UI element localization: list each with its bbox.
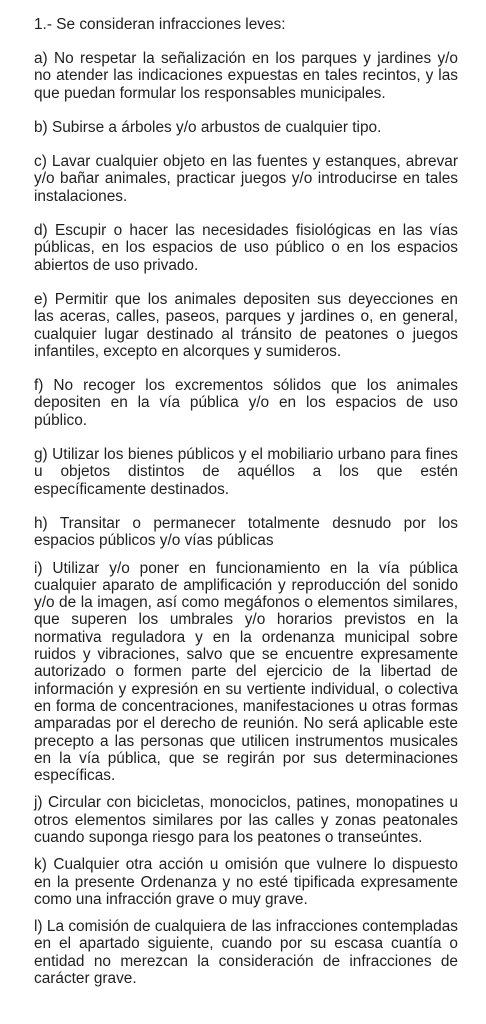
item-g: g) Utilizar los bienes públicos y el mobiliario urbano para fines u objetos distintos de aquéllos a los que estén específicamente destinados. bbox=[34, 446, 458, 498]
section-heading: 1.- Se consideran infracciones leves: bbox=[34, 16, 286, 33]
document-page bbox=[34, 16, 458, 987]
item-b: b) Subirse a árboles y/o arbustos de cualquier tipo. bbox=[34, 118, 382, 136]
item-c: c) Lavar cualquier objeto en las fuentes y estanques, abrevar y/o bañar animales, practicar juegos y/o introducirse en tales instalaciones. bbox=[34, 153, 458, 205]
item-h: h) Transitar o permanecer totalmente desnudo por los espacios públicos y/o vías públicas bbox=[34, 514, 458, 550]
item-a: a) No respetar la señalización en los parques y jardines y/o no atender las indicaciones expuestas en tales recintos, y las que puedan formular los responsables municipales. bbox=[34, 50, 458, 102]
item-j: j) Circular con bicicletas, monociclos, patines, monopatines u otros elementos similares por las calles y zonas peatonales cuando suponga riesgo para los peatones o transeúntes. bbox=[34, 794, 458, 846]
item-f: f) No recoger los excrementos sólidos que los animales depositen en la vía pública y/o en los espacios de uso público. bbox=[34, 377, 458, 429]
item-i: i) Utilizar y/o poner en funcionamiento en la vía pública cualquier aparato de amplificación y reproducción del sonido y/o de la imagen, así como megáfonos o elementos similares, que superen los umbrales y/o horarios previstos en la normativa reguladora y en la ordenanza municipal sobre ruidos y vibraciones, salvo que se encuentre expresamente autorizado o formen parte del ejercicio de la libertad de información y expresión en su vertiente individual, o colectiva en forma de concentraciones, manifestaciones u otras formas amparadas por el derecho de reunión. No será aplicable este precepto a las personas que utilicen instrumentos musicales en la vía pública, que se regirán por sus determinaciones específicas. bbox=[34, 559, 458, 785]
item-d: d) Escupir o hacer las necesidades fisiológicas en las vías públicas, en los espacios de uso público o en los espacios abiertos de uso privado. bbox=[34, 222, 458, 274]
item-k: k) Cualquier otra acción u omisión que vulnere lo dispuesto en la presente Ordenanza y no esté tipificada expresamente como una infracción grave o muy grave. bbox=[34, 856, 458, 908]
item-l: l) La comisión de cualquiera de las infracciones contempladas en el apartado siguiente, cuando por su escasa cuantía o entidad no merezcan la consideración de infracciones de carácter grave. bbox=[34, 918, 458, 988]
item-e: e) Permitir que los animales depositen sus deyecciones en las aceras, calles, paseos, parques y jardines o, en general, cualquier lugar destinado al tránsito de peatones o juegos infantiles, excepto en alcorques y sumideros. bbox=[34, 290, 458, 360]
